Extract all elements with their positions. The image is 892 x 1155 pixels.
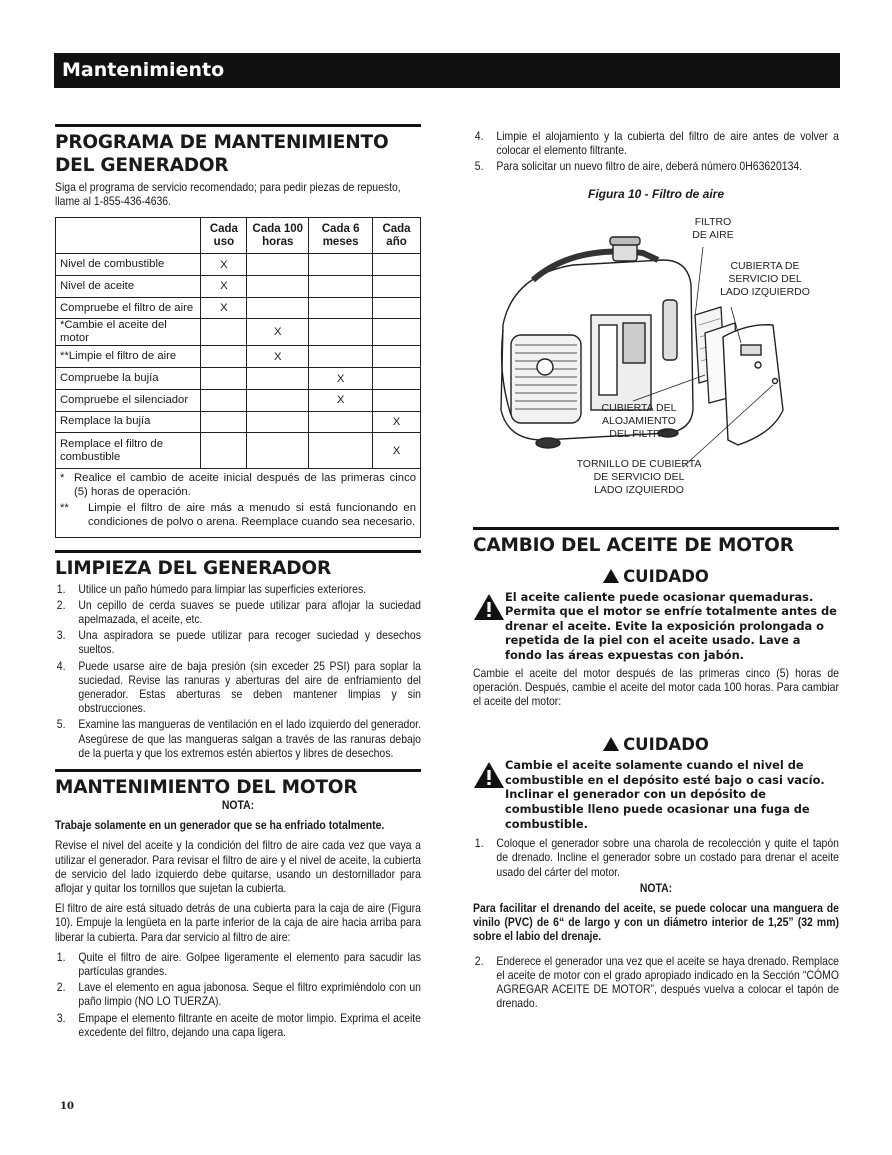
- caution-heading-1: [473, 567, 839, 586]
- table-cell-mark: X: [373, 411, 421, 433]
- list-text: Para solicitar un nuevo filtro de aire, deberá número 0H63620134.: [496, 160, 803, 174]
- caution-label: CUIDADO: [623, 735, 709, 755]
- list-number: 2.: [56, 981, 66, 995]
- footnote-text: Realice el cambio de aceite inicial después de las primeras cinco (5) horas de operación.: [74, 472, 416, 498]
- section-header: Mantenimiento: [54, 53, 840, 88]
- table-cell-mark: [247, 411, 309, 433]
- list-number: 1.: [56, 950, 66, 964]
- list-number: 2.: [474, 954, 484, 968]
- list-number: 5.: [56, 718, 66, 732]
- table-row: [56, 389, 421, 411]
- maintenance-schedule-table: [55, 217, 421, 469]
- list-item: [473, 955, 839, 1012]
- table-cell-mark: X: [201, 254, 247, 276]
- label-tornillo-line2: DE SERVICIO DEL: [593, 470, 685, 483]
- table-cell-mark: [373, 297, 421, 319]
- table-header: Cada 100 horas: [247, 218, 309, 254]
- footnote-mark: **: [60, 502, 69, 515]
- table-cell-mark: [247, 276, 309, 298]
- table-cell-mark: [309, 411, 373, 433]
- table-cell-mark: [373, 276, 421, 298]
- table-cell-mark: [201, 346, 247, 368]
- table-row: [56, 411, 421, 433]
- list-item: [55, 660, 421, 717]
- caution-heading-2: [473, 735, 839, 754]
- caution-label: CUIDADO: [623, 566, 709, 586]
- list-item: [473, 130, 839, 158]
- label-tornillo-line3: LADO IZQUIERDO: [594, 483, 684, 496]
- table-row: [56, 319, 421, 346]
- footnote: [60, 502, 416, 529]
- list-text: Enderece el generador una vez que el aceite se haya drenado. Remplace el aceite de motor con el grado apropiado indicado en la Sección “CÓMO AGREGAR ACEITE DE MOTOR”, después vuelva a colocar el tapón de drenado.: [496, 954, 839, 1011]
- table-cell-mark: [247, 297, 309, 319]
- table-cell-mark: [247, 368, 309, 390]
- table-cell-mark: [309, 297, 373, 319]
- table-cell-mark: [201, 319, 247, 346]
- oil-change-paragraph: Cambie el aceite del motor después de las primeras cinco (5) horas de operación. Después, cambie el aceite del motor cada 100 horas. Para cambiar el aceite del motor:: [473, 666, 839, 708]
- warning-triangle-icon: [603, 569, 619, 583]
- motor-paragraph-2: El filtro de aire está situado detrás de una cubierta para la caja de aire (Figura 10). Empuje la lengüeta en la parte inferior de la caja de aire hacia arriba para liberar la cubierta. Para dar servicio al filtro de aire:: [55, 902, 421, 944]
- oil-change-step-1: [473, 837, 839, 880]
- footnote: [60, 472, 416, 499]
- air-filter-steps-continued: [473, 130, 839, 175]
- label-cubierta-line1: CUBIERTA DE: [730, 259, 800, 272]
- oil-change-step-2: [473, 955, 839, 1012]
- list-item: [55, 629, 421, 657]
- label-alojamiento-line3: DEL FILTRO: [609, 427, 669, 440]
- table-row: [56, 368, 421, 390]
- table-header-row: [56, 218, 421, 254]
- table-cell-label: Compruebe la bujía: [56, 368, 201, 390]
- cleaning-title: LIMPIEZA DEL GENERADOR: [55, 550, 421, 580]
- table-cell-mark: [201, 433, 247, 469]
- table-row: [56, 433, 421, 469]
- table-cell-mark: [201, 389, 247, 411]
- list-number: 2.: [56, 598, 66, 612]
- list-text: Examine las mangueras de ventilación en el lado izquierdo del generador. Asegúrese de que las mangueras salgan a través de las ranuras debajo de la puerta y que los extremos estén abiertos y libres de desechos.: [78, 718, 421, 760]
- table-cell-mark: [309, 254, 373, 276]
- list-item: [55, 718, 421, 761]
- table-cell-mark: [309, 346, 373, 368]
- list-number: 4.: [474, 130, 484, 143]
- oil-note-label: NOTA:: [639, 881, 673, 895]
- list-text: Lave el elemento en agua jabonosa. Seque el filtro exprimiéndolo con un paño limpio (NO LO TUERZA).: [78, 981, 421, 1009]
- warning-triangle-icon: [603, 737, 619, 751]
- table-row: [56, 346, 421, 368]
- list-number: 1.: [56, 582, 66, 596]
- footnote-text: Limpie el filtro de aire más a menudo si está funcionando en condiciones de polvo o arena. Reemplace cuando sea necesario.: [88, 502, 416, 528]
- table-cell-mark: [373, 368, 421, 390]
- motor-note-text: Trabaje solamente en un generador que se ha enfriado totalmente.: [55, 819, 385, 833]
- table-cell-label: Remplace la bujía: [56, 411, 201, 433]
- table-cell-mark: [373, 389, 421, 411]
- table-cell-label: **Limpie el filtro de aire: [56, 346, 201, 368]
- list-number: 3.: [56, 629, 66, 643]
- table-header: [56, 218, 201, 254]
- schedule-footnotes: [55, 469, 421, 537]
- table-cell-label: *Cambie el aceite del motor: [56, 319, 201, 346]
- cleaning-list: [55, 583, 421, 761]
- right-column: [473, 124, 839, 1013]
- table-cell-mark: [247, 433, 309, 469]
- table-cell-mark: [309, 276, 373, 298]
- list-text: Una aspiradora se puede utilizar para recoger suciedad y desechos sueltos.: [78, 629, 421, 657]
- table-cell-mark: [373, 254, 421, 276]
- list-text: Utilice un paño húmedo para limpiar las superficies exteriores.: [78, 582, 367, 596]
- table-row: [56, 276, 421, 298]
- list-item: [473, 837, 839, 880]
- table-cell-mark: X: [309, 389, 373, 411]
- table-cell-mark: [373, 346, 421, 368]
- table-header: Cada 6 meses: [309, 218, 373, 254]
- label-filtro-line1: FILTRO: [694, 215, 732, 228]
- table-cell-label: Nivel de combustible: [56, 254, 201, 276]
- table-cell-label: Compruebe el filtro de aire: [56, 297, 201, 319]
- motor-title: MANTENIMIENTO DEL MOTOR: [55, 769, 421, 799]
- table-header: Cada año: [373, 218, 421, 254]
- warning-triangle-icon: [473, 760, 505, 790]
- list-text: Coloque el generador sobre una charola de recolección y quite el tapón de drenado. Incline el generador sobre un costado para drenar el aceite usado del cárter del motor.: [496, 837, 839, 879]
- oil-change-title: CAMBIO DEL ACEITE DE MOTOR: [473, 527, 839, 557]
- table-cell-mark: [373, 319, 421, 346]
- label-tornillo-line1: TORNILLO DE CUBIERTA: [576, 457, 702, 470]
- list-text: Un cepillo de cerda suaves se puede utilizar para aflojar la suciedad apelmazada, el aceite, etc.: [78, 598, 421, 626]
- caution-text-1: El aceite caliente puede ocasionar quemaduras. Permita que el motor se enfríe totalmente antes de drenar el aceite. Evite la exposición prolongada o repetida de la piel con el aceite usado. Lave a fondo las áreas expuestas con jabón.: [505, 589, 837, 662]
- table-cell-mark: [247, 254, 309, 276]
- list-item: [55, 583, 421, 597]
- side-service-cover: [723, 324, 783, 444]
- list-number: 3.: [56, 1011, 66, 1025]
- table-cell-mark: [247, 389, 309, 411]
- list-item: [473, 160, 839, 174]
- list-text: Puede usarse aire de baja presión (sin exceder 25 PSI) para soplar la suciedad. Revise las ranuras y aberturas del aire de enfriamiento del generador. Estas aberturas se deben mantener limpias y sin obstrucciones.: [78, 659, 421, 716]
- schedule-intro: Siga el programa de servicio recomendado; para pedir piezas de repuesto, llame al 1-855-436-4636.: [55, 181, 401, 209]
- left-column: [55, 124, 421, 1042]
- table-cell-mark: [201, 411, 247, 433]
- table-cell-mark: X: [201, 276, 247, 298]
- figure-caption: Figura 10 - Filtro de aire: [587, 186, 725, 201]
- table-cell-mark: X: [247, 319, 309, 346]
- motor-note-label: NOTA:: [221, 799, 255, 813]
- warning-triangle-icon: [473, 592, 505, 622]
- table-cell-mark: X: [373, 433, 421, 469]
- list-number: 5.: [474, 160, 484, 174]
- table-cell-mark: [201, 368, 247, 390]
- table-cell-mark: X: [247, 346, 309, 368]
- label-filtro-line2: DE AIRE: [692, 228, 734, 241]
- table-cell-mark: [309, 319, 373, 346]
- list-text: Empape el elemento filtrante en aceite de motor limpio. Exprima el aceite excedente del filtro, dejando una capa ligera.: [78, 1011, 421, 1039]
- air-filter-figure: [473, 205, 839, 505]
- table-cell-label: Remplace el filtro de combustible: [56, 433, 201, 469]
- list-number: 4.: [56, 659, 66, 673]
- label-alojamiento-line1: CUBIERTA DEL: [601, 401, 677, 414]
- list-item: [55, 951, 421, 979]
- table-header: Cada uso: [201, 218, 247, 254]
- table-cell-label: Compruebe el silenciador: [56, 389, 201, 411]
- caution-box-2: [473, 758, 839, 831]
- list-text: Limpie el alojamiento y la cubierta del filtro de aire antes de volver a colocar el elemento filtrante.: [496, 130, 839, 158]
- caution-box-1: [473, 590, 839, 663]
- label-cubierta-line3: LADO IZQUIERDO: [720, 285, 810, 298]
- oil-note-text: Para facilitar el drenando del aceite, se puede colocar una manguera de vinilo (PVC) de 6“ de largo y con un diámetro interior de 1,25” (32 mm) sobre el labio del drenaje.: [473, 901, 839, 944]
- list-number: 1.: [474, 837, 484, 851]
- table-cell-mark: [309, 433, 373, 469]
- schedule-title: PROGRAMA DE MANTENIMIENTO DEL GENERADOR: [55, 124, 421, 177]
- page-number: 10: [60, 1101, 74, 1112]
- table-cell-mark: X: [309, 368, 373, 390]
- table-cell-label: Nivel de aceite: [56, 276, 201, 298]
- motor-paragraph-1: Revise el nivel del aceite y la condición del filtro de aire cada vez que vaya a utilizar el generador. Para revisar el filtro de aire y el nivel de aceite, la cubierta de servicio del lado izquierdo debe quitarse, usando un destornillador para aflojar y quitar los tornillos que sujetan la cubierta.: [55, 839, 421, 896]
- label-cubierta-line2: SERVICIO DEL: [728, 272, 802, 285]
- label-alojamiento-line2: ALOJAMIENTO: [602, 414, 676, 427]
- table-row: [56, 297, 421, 319]
- list-text: Quite el filtro de aire. Golpee ligeramente el elemento para sacudir las partículas grandes.: [78, 950, 421, 979]
- air-filter-steps: [55, 951, 421, 1040]
- table-row: [56, 254, 421, 276]
- list-item: [55, 599, 421, 627]
- list-item: [55, 1012, 421, 1040]
- table-cell-mark: X: [201, 297, 247, 319]
- list-item: [55, 981, 421, 1009]
- footnote-mark: *: [60, 472, 65, 485]
- caution-text-2: Cambie el aceite solamente cuando el nivel de combustible en el depósito esté bajo o casi vacío. Inclinar el generador con un depósito de combustible lleno puede ocasionar una fuga de combustible.: [505, 758, 825, 831]
